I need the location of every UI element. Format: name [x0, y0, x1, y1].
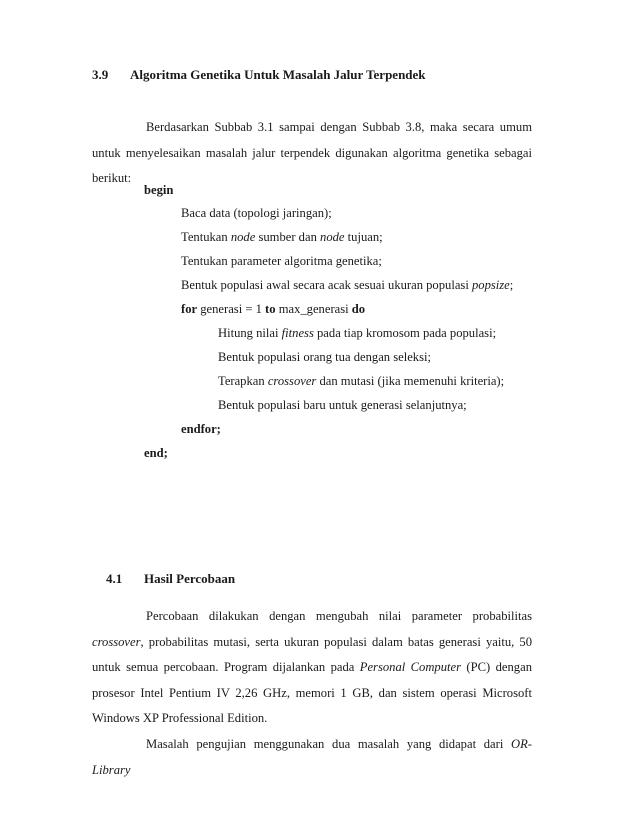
text-segment: Percobaan dilakukan dengan mengubah nilai parameter probabilitas: [146, 609, 532, 623]
section-title: Hasil Percobaan: [144, 571, 236, 586]
intro-paragraph: [92, 115, 532, 192]
text-segment: Terapkan: [218, 374, 268, 388]
text-segment: tujuan;: [344, 230, 383, 244]
section-title: Algoritma Genetika Untuk Masalah Jalur Terpendek: [130, 67, 426, 82]
algo-begin: begin: [144, 183, 174, 197]
text-segment-italic: node: [320, 230, 345, 244]
text-segment: Bentuk populasi awal secara acak sesuai ukuran populasi: [181, 278, 472, 292]
algo-endfor: endfor;: [181, 422, 221, 436]
text-segment-italic: crossover: [267, 374, 317, 388]
text-segment: dan mutasi (jika memenuhi kriteria);: [316, 374, 505, 388]
algo-loop-new-population: Bentuk populasi baru untuk generasi selanjutnya;: [218, 398, 467, 412]
algo-line-set-nodes: [181, 230, 383, 245]
algo-line-for: [181, 302, 365, 317]
text-segment: Tentukan: [181, 230, 231, 244]
algo-end: end;: [144, 446, 168, 460]
text-segment-italic: popsize: [471, 278, 510, 292]
algo-loop-crossover: [218, 374, 504, 389]
text-segment-italic: crossover: [92, 634, 141, 649]
section-number: 3.9: [92, 67, 109, 82]
keyword-for: for: [181, 302, 198, 316]
text-segment: , probabilitas mutasi, serta ukuran populasi dalam batas generasi yaitu, 50 untuk semua percobaan. Program dijalankan pada: [92, 634, 532, 675]
text-segment: Hitung nilai: [218, 326, 282, 340]
algo-loop-selection: Bentuk populasi orang tua dengan seleksi;: [218, 350, 431, 364]
text-segment: ;: [509, 278, 514, 292]
text-segment: Masalah pengujian menggunakan dua masalah yang didapat dari: [146, 737, 512, 751]
text-segment: pada tiap kromosom pada populasi;: [313, 326, 497, 340]
keyword-do: do: [351, 302, 366, 316]
algo-line-set-params: Tentukan parameter algoritma genetika;: [181, 254, 382, 268]
section-number: 4.1: [106, 571, 123, 586]
algo-loop-fitness: [218, 326, 496, 341]
results-paragraph: [92, 604, 532, 732]
text-segment-italic: Personal Computer: [359, 660, 462, 675]
text-segment-italic: OR- Library: [92, 737, 532, 777]
text-segment-italic: fitness: [281, 326, 314, 340]
testing-paragraph: [92, 732, 532, 783]
text-segment-italic: node: [230, 230, 256, 244]
algo-line-init-population: [181, 278, 513, 293]
text-segment: generasi = 1: [197, 302, 266, 316]
text-segment: max_generasi: [275, 302, 352, 316]
keyword-to: to: [265, 302, 276, 316]
text-segment: sumber dan: [255, 230, 321, 244]
intro-text: Berdasarkan Subbab 3.1 sampai dengan Subbab 3.8, maka secara umum untuk menyelesaikan masalah jalur terpendek digunakan algoritma genetika sebagai berikut:: [92, 120, 532, 186]
text-segment: (PC) dengan prosesor Intel Pentium IV 2,26 GHz, memori 1 GB, dan sistem operasi Microsoft Windows XP Professional Edition.: [92, 660, 532, 726]
algo-line-read-data: Baca data (topologi jaringan);: [181, 206, 332, 220]
